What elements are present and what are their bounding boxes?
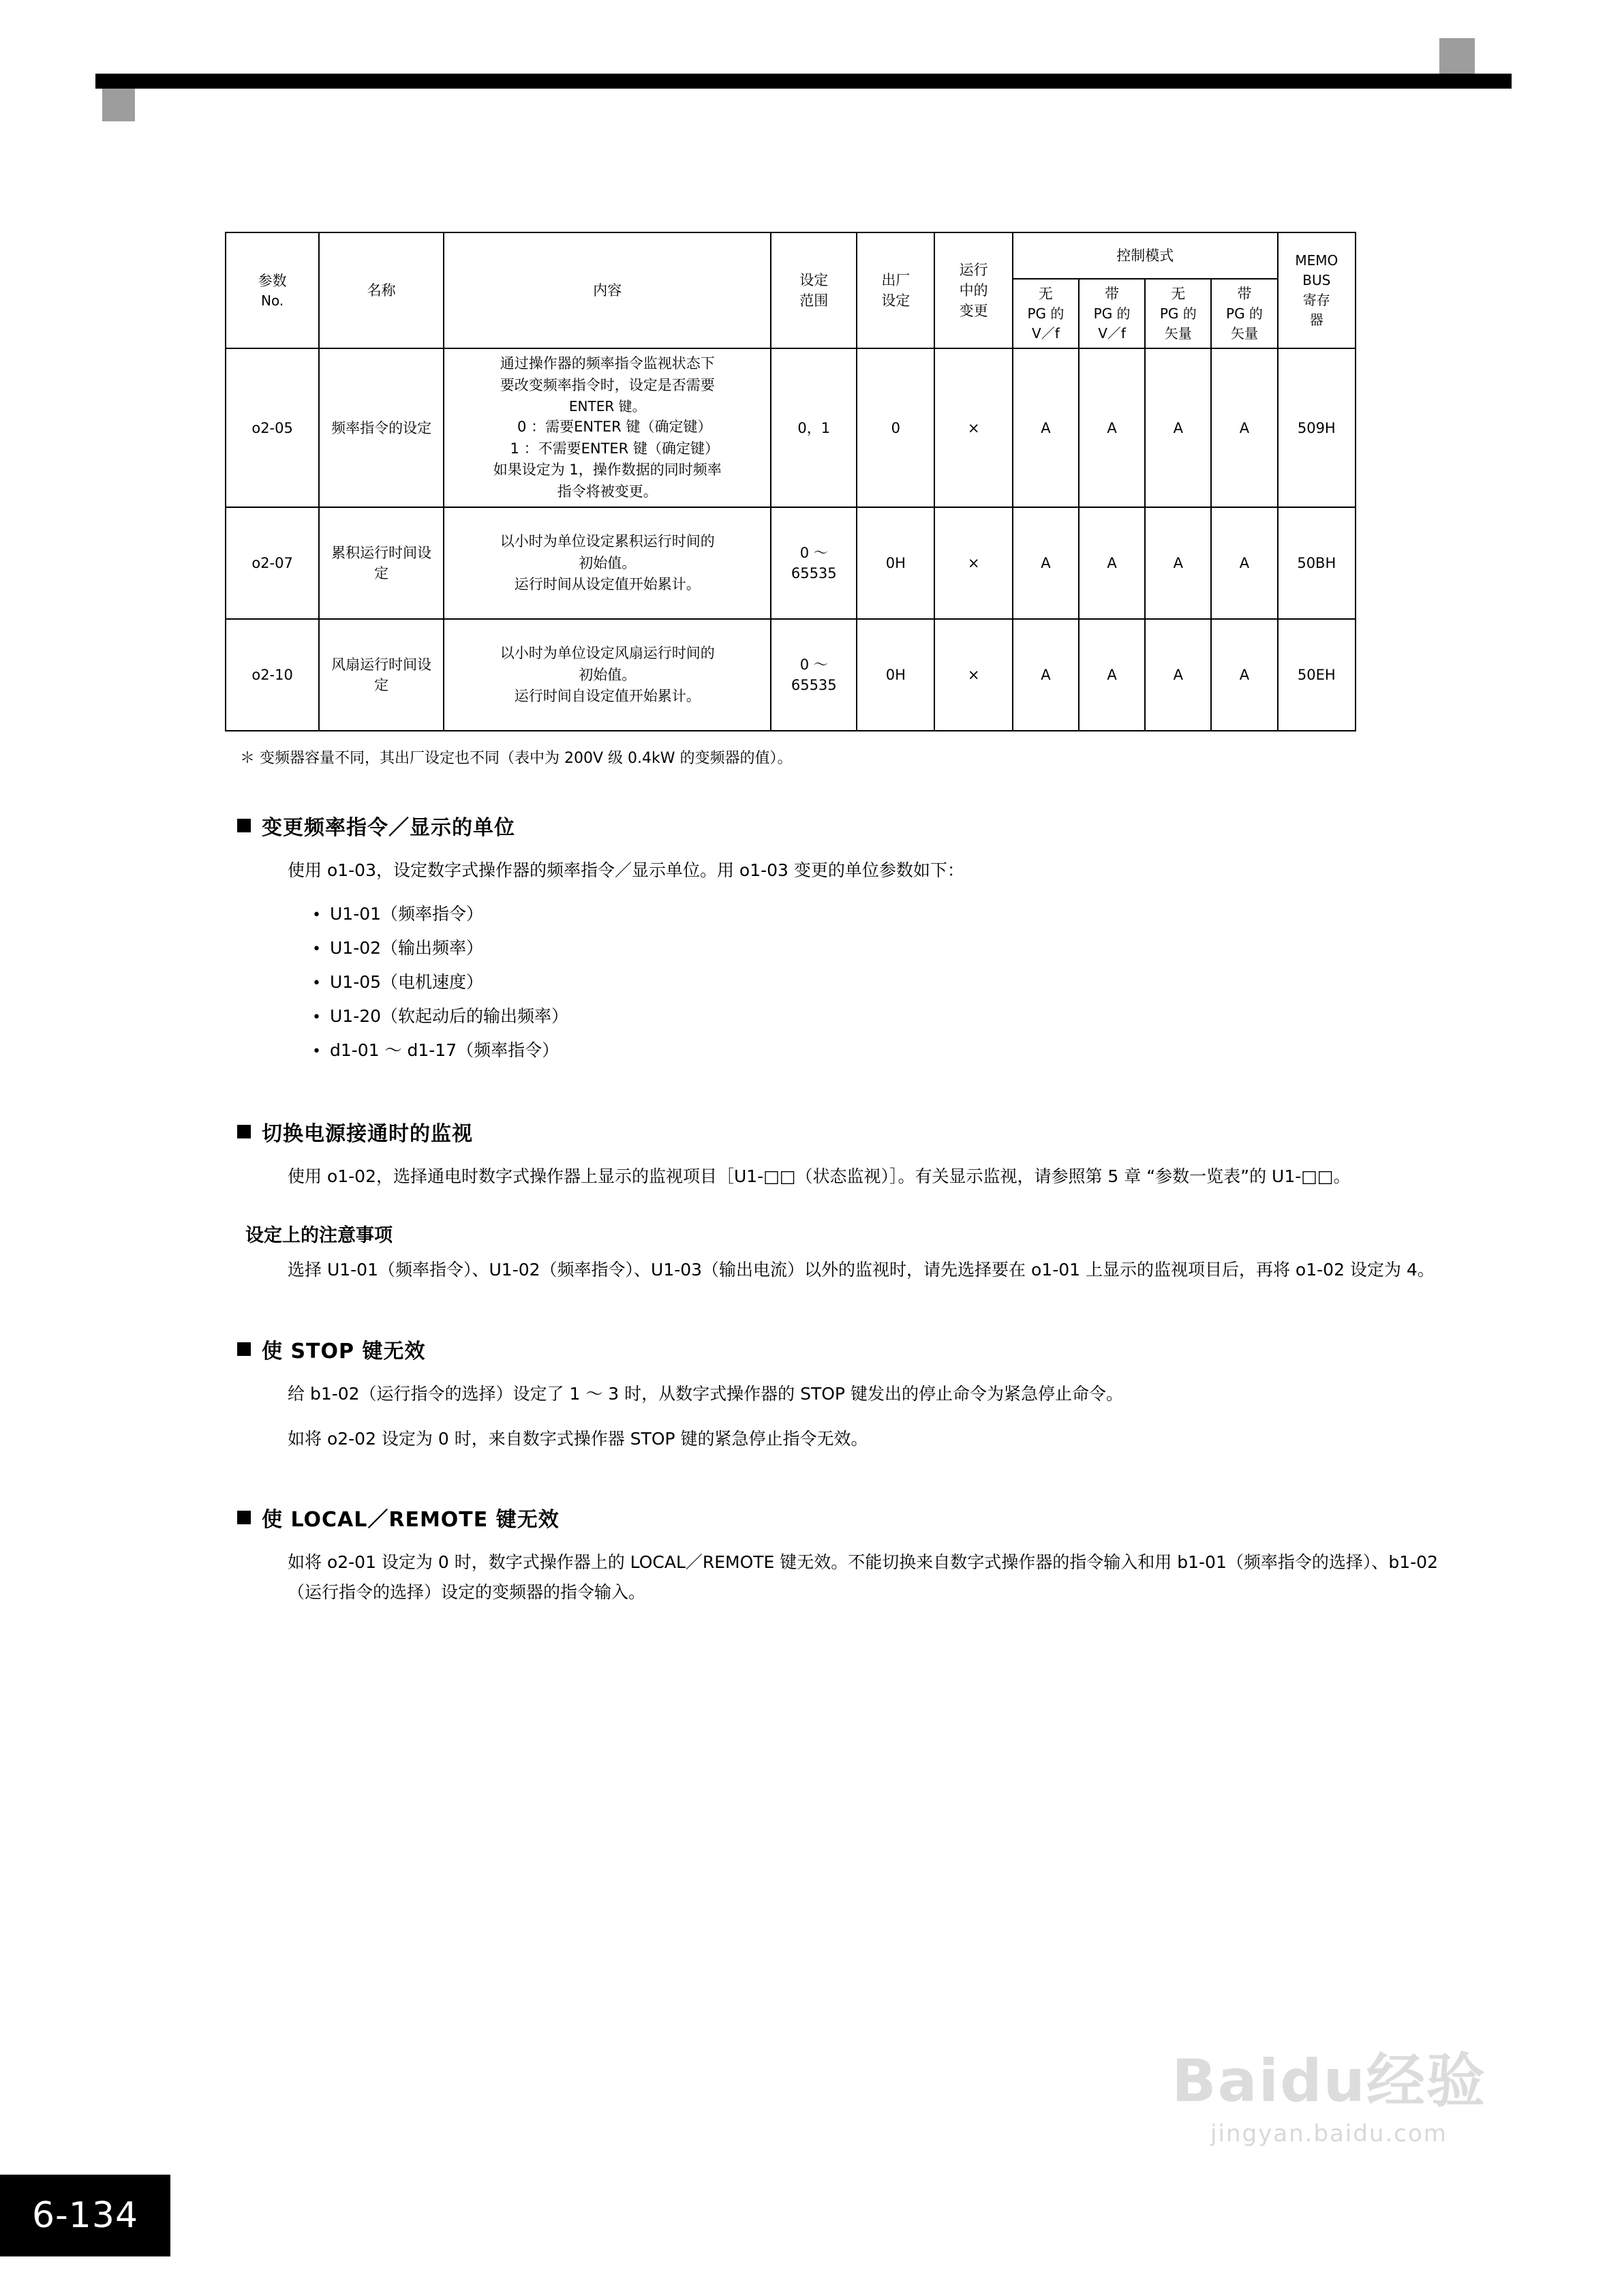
table-row xyxy=(226,348,1356,507)
th-name: 名称 xyxy=(319,232,444,348)
th-runtime-change: 运行 中的 变更 xyxy=(934,232,1012,348)
cell-mode3: A xyxy=(1145,348,1211,507)
cell-param-no: o2-10 xyxy=(226,619,319,731)
square-bullet-icon xyxy=(237,1125,251,1138)
cell-content: 以小时为单位设定风扇运行时间的 初始值。 运行时间自设定值开始累计。 xyxy=(444,619,771,731)
section-heading-text: 变更频率指令／显示的单位 xyxy=(262,815,515,840)
square-bullet-icon xyxy=(237,819,251,832)
cell-memobus: 509H xyxy=(1278,348,1356,507)
th-content: 内容 xyxy=(444,232,771,348)
square-bullet-icon xyxy=(237,1342,251,1356)
section-paragraph-2: 如将 o2-02 设定为 0 时，来自数字式操作器 STOP 键的紧急停止指令无效。 xyxy=(288,1428,868,1449)
section-disable-local-remote-key xyxy=(225,1502,1445,1607)
cell-memobus: 50EH xyxy=(1278,619,1356,731)
th-factory: 出厂 设定 xyxy=(857,232,934,348)
watermark-sub-text: jingyan.baidu.com xyxy=(1210,2120,1448,2147)
section-paragraph: 使用 o1-02，选择通电时数字式操作器上显示的监视项目［U1-□□（状态监视）］。有关显示监视，请参照第 5 章 “参数一览表”的 U1-□□。 xyxy=(288,1166,1351,1187)
th-mode-vf-pg: 带 PG 的 V／f xyxy=(1079,279,1145,348)
section-heading xyxy=(237,811,1445,841)
table-row xyxy=(226,507,1356,619)
cell-mode1: A xyxy=(1013,348,1079,507)
cell-content: 通过操作器的频率指令监视状态下 要改变频率指令时，设定是否需要 ENTER 键。 0 ：需要ENTER 键（确定键） 1 ：不需要ENTER 键（确定键） 如果设定为 1，操作数据的同时频率 指令将被变更。 xyxy=(444,348,771,507)
cell-mode2: A xyxy=(1079,619,1145,731)
cell-range: 0 ～ 65535 xyxy=(771,619,857,731)
list-item: • U1-05（电机速度） xyxy=(312,965,1445,999)
cell-mode4: A xyxy=(1211,348,1277,507)
page-number: 6-134 xyxy=(0,2175,170,2256)
section-heading-text: 使 STOP 键无效 xyxy=(262,1339,426,1363)
th-control-mode: 控制模式 xyxy=(1013,232,1278,279)
section-paragraph: 如将 o2-01 设定为 0 时，数字式操作器上的 LOCAL／REMOTE 键无效。不能切换来自数字式操作器的指令输入和用 b1-01（频率指令的选择）、b1-02（运行指令的选择）设定的变频器的指令输入。 xyxy=(288,1552,1438,1603)
cell-mode2: A xyxy=(1079,348,1145,507)
cell-runtime-change: × xyxy=(934,348,1012,507)
section-disable-stop-key xyxy=(225,1334,1445,1454)
cell-mode2: A xyxy=(1079,507,1145,619)
cell-range: 0，1 xyxy=(771,348,857,507)
cell-mode4: A xyxy=(1211,507,1277,619)
list-item: • d1-01 ～ d1-17（频率指令） xyxy=(312,1033,1445,1068)
cell-content: 以小时为单位设定累积运行时间的 初始值。 运行时间从设定值开始累计。 xyxy=(444,507,771,619)
cell-range: 0 ～ 65535 xyxy=(771,507,857,619)
cell-factory: 0 xyxy=(857,348,934,507)
cell-mode4: A xyxy=(1211,619,1277,731)
header-square-left xyxy=(102,89,135,121)
monitor-parameter-list xyxy=(312,897,1445,1068)
th-memobus: MEMO BUS 寄存 器 xyxy=(1278,232,1356,348)
section-paragraph: 使用 o1-03，设定数字式操作器的频率指令／显示单位。用 o1-03 变更的单位参数如下： xyxy=(288,860,964,880)
section-power-on-monitor xyxy=(225,1117,1445,1285)
note-paragraph: 选择 U1-01（频率指令）、U1-02（频率指令）、U1-03（输出电流）以外的监视时，请先选择要在 o1-01 上显示的监视项目后，再将 o1-02 设定为 4。 xyxy=(288,1260,1435,1280)
watermark xyxy=(1118,2047,1540,2147)
cell-memobus: 50BH xyxy=(1278,507,1356,619)
section-heading xyxy=(237,1502,1445,1532)
th-mode-vf-nopg: 无 PG 的 V／f xyxy=(1013,279,1079,348)
list-item: • U1-02（输出频率） xyxy=(312,931,1445,965)
section-heading xyxy=(237,1334,1445,1364)
section-frequency-unit xyxy=(225,811,1445,1068)
cell-runtime-change: × xyxy=(934,507,1012,619)
th-param-no: 参数 No. xyxy=(226,232,319,348)
cell-mode1: A xyxy=(1013,619,1079,731)
list-item: • U1-01（频率指令） xyxy=(312,897,1445,931)
th-mode-vector-pg: 带 PG 的 矢量 xyxy=(1211,279,1277,348)
cell-mode3: A xyxy=(1145,619,1211,731)
list-item: • U1-20（软起动后的输出频率） xyxy=(312,999,1445,1033)
section-heading-text: 切换电源接通时的监视 xyxy=(262,1122,473,1147)
cell-mode1: A xyxy=(1013,507,1079,619)
cell-name: 风扇运行时间设定 xyxy=(319,619,444,731)
page-content xyxy=(225,232,1445,1607)
th-mode-vector-nopg: 无 PG 的 矢量 xyxy=(1145,279,1211,348)
cell-mode3: A xyxy=(1145,507,1211,619)
section-heading-text: 使 LOCAL／REMOTE 键无效 xyxy=(262,1508,560,1532)
note-heading: 设定上的注意事项 xyxy=(245,1225,393,1247)
cell-factory: 0H xyxy=(857,619,934,731)
watermark-main-text: Baidu经验 xyxy=(1172,2047,1486,2115)
cell-name: 累积运行时间设定 xyxy=(319,507,444,619)
square-bullet-icon xyxy=(237,1511,251,1524)
cell-runtime-change: × xyxy=(934,619,1012,731)
table-footnote: ＊ 变频器容量不同，其出厂设定也不同（表中为 200V 级 0.4kW 的变频器的值）。 xyxy=(240,750,793,768)
table-header-row-1 xyxy=(226,232,1356,279)
table-row xyxy=(226,619,1356,731)
th-range: 设定 范围 xyxy=(771,232,857,348)
header-rule xyxy=(95,74,1512,89)
cell-param-no: o2-07 xyxy=(226,507,319,619)
cell-factory: 0H xyxy=(857,507,934,619)
section-paragraph: 给 b1-02（运行指令的选择）设定了 1 ～ 3 时，从数字式操作器的 STOP 键发出的停止命令为紧急停止命令。 xyxy=(288,1383,1123,1404)
header-square-right xyxy=(1439,38,1475,74)
cell-param-no: o2-05 xyxy=(226,348,319,507)
cell-name: 频率指令的设定 xyxy=(319,348,444,507)
section-heading xyxy=(237,1117,1445,1147)
parameter-table xyxy=(225,232,1356,731)
